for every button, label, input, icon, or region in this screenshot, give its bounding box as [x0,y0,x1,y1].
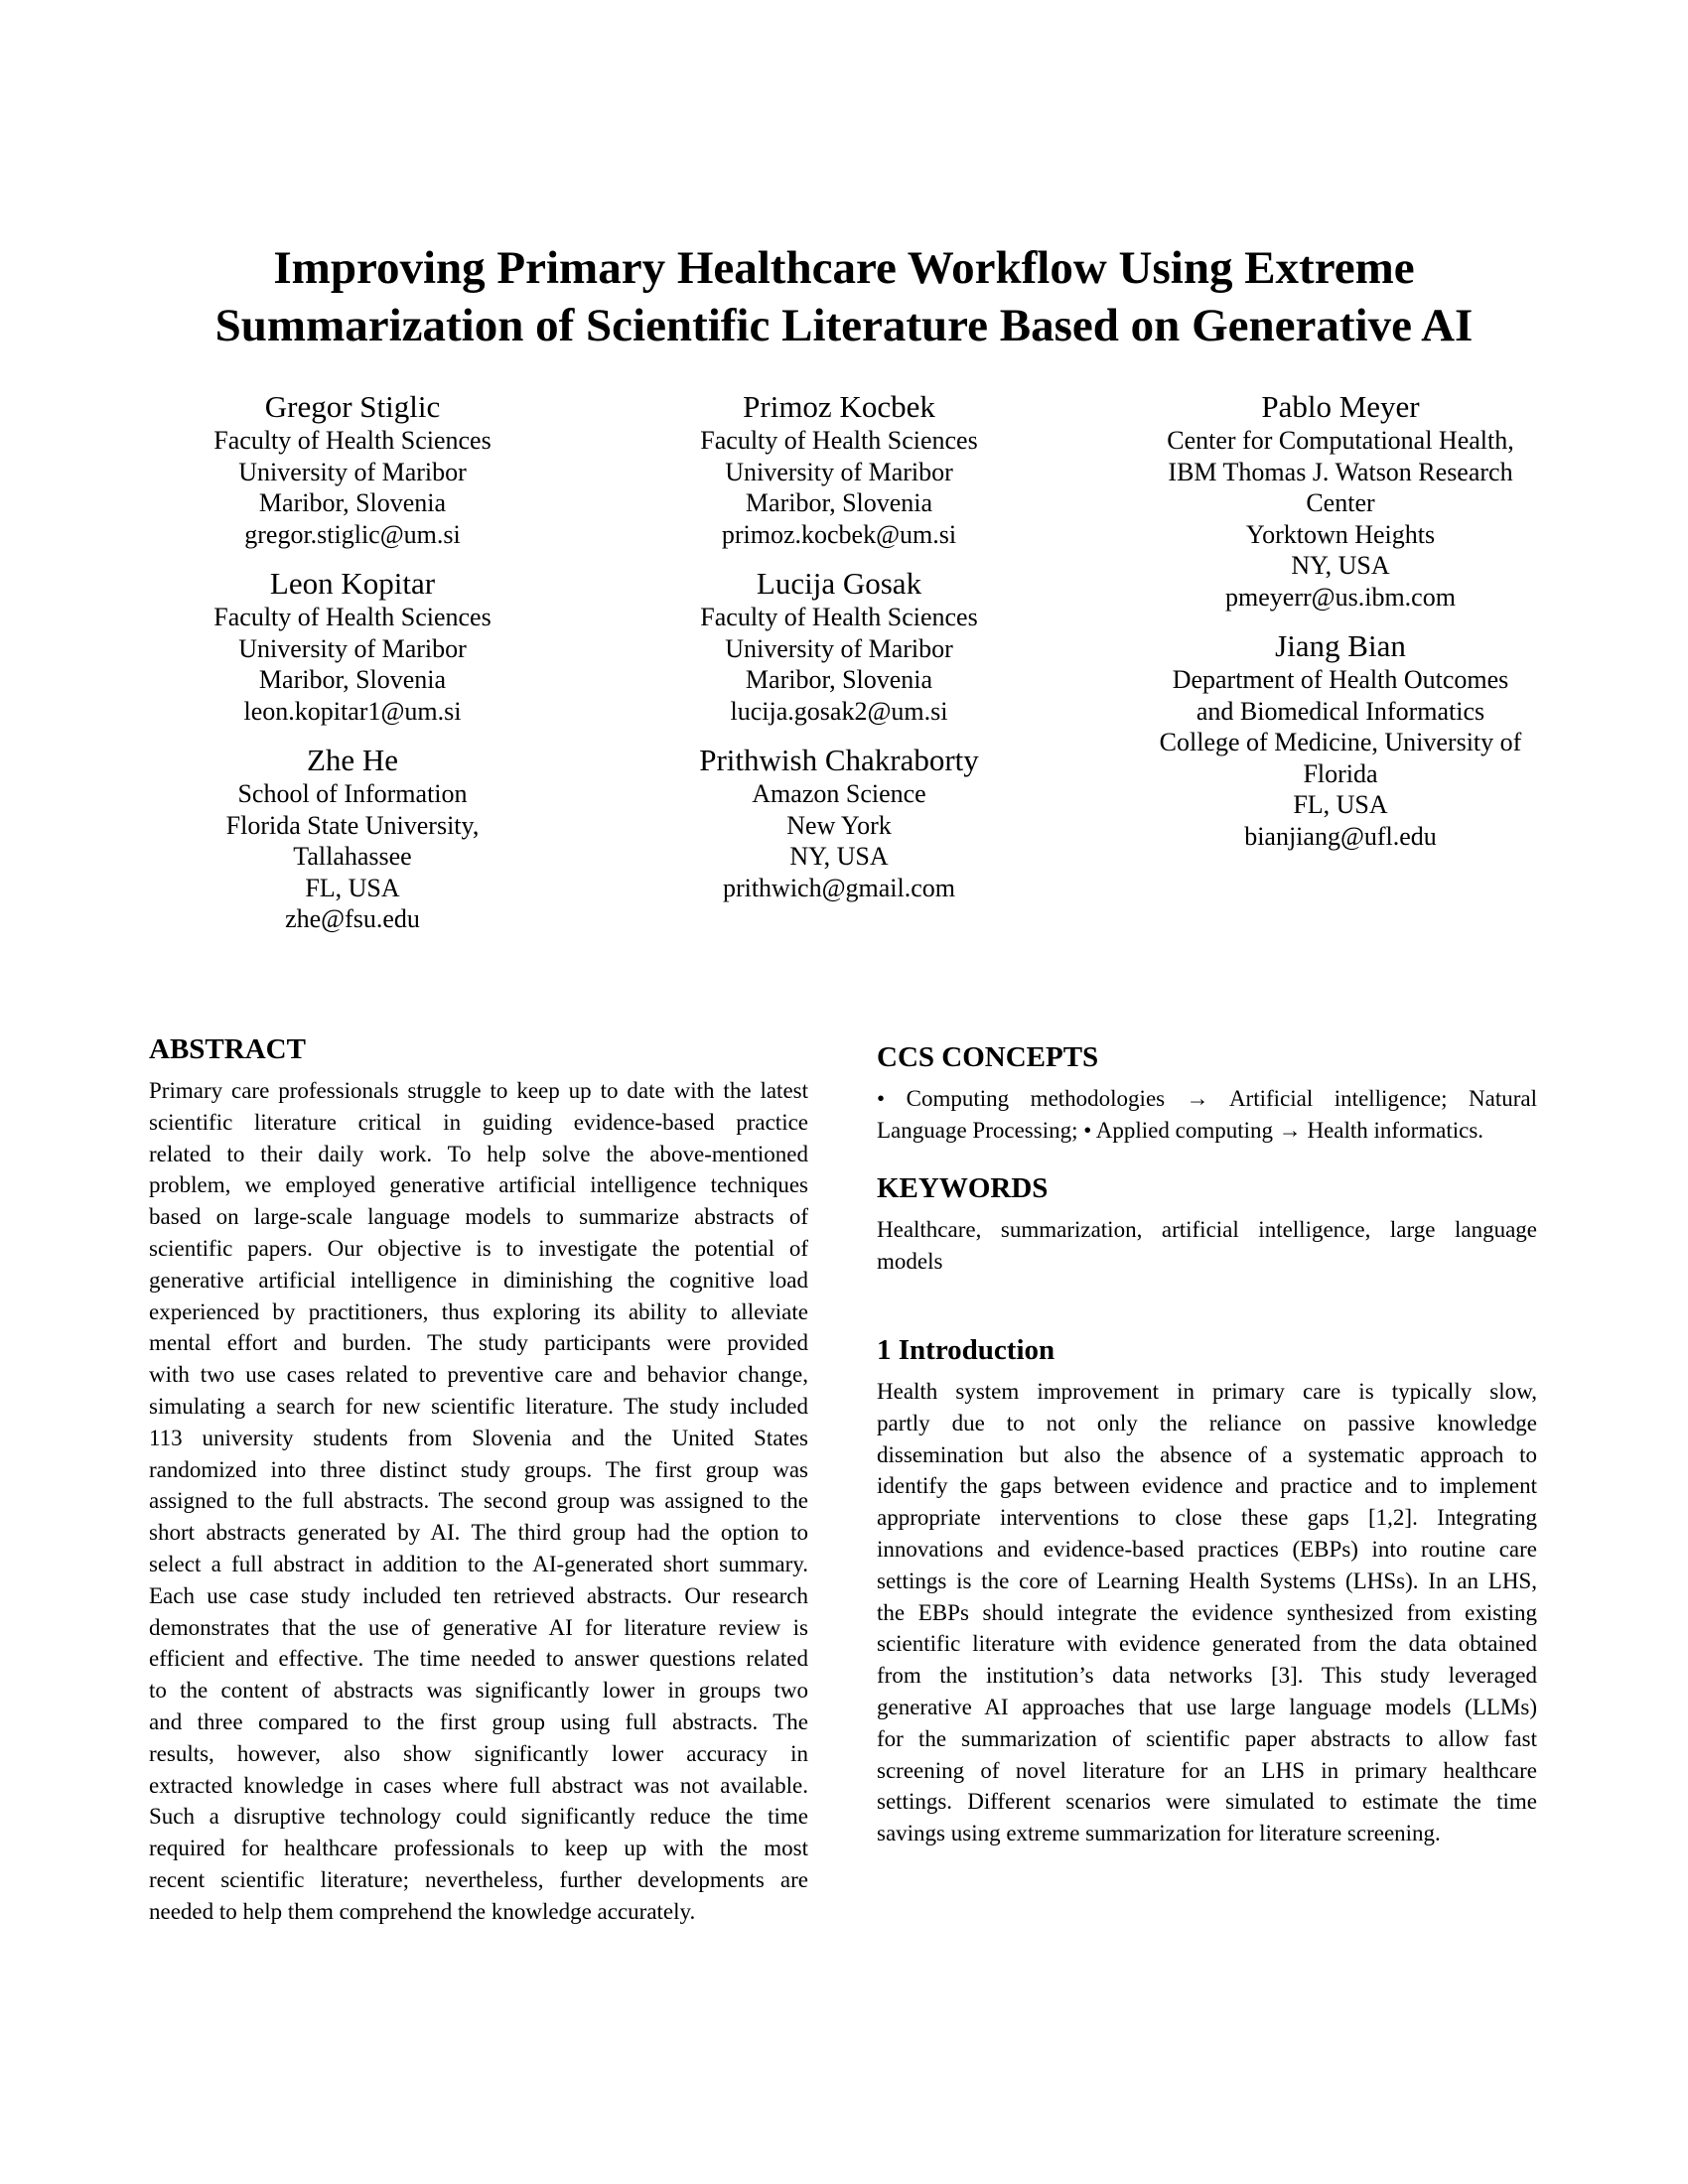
author-affiliation-line: Florida State University, [225,810,480,840]
text-line: generative AI approaches that use large language models (LLMs) [877,1694,1537,1719]
ccs-concepts-heading: CCS CONCEPTS [877,1041,1099,1073]
text-line: extracted knowledge in cases where full abstract was not available. [149,1772,808,1798]
author-affiliation-line: Faculty of Health Sciences [700,603,978,631]
author-name: Leon Kopitar [269,566,436,601]
author-affiliation-line: Maribor, Slovenia [258,488,447,517]
text-line: based on large-scale language models to summarize abstracts of [149,1204,808,1230]
author-affiliation-line: Maribor, Slovenia [745,488,933,517]
keywords-section [877,1171,1537,1278]
text-line: Such a disruptive technology could significantly reduce the time [149,1804,808,1830]
author-affiliation-line: Center for Computational Health, [1167,426,1514,455]
author-affiliation-line: Maribor, Slovenia [258,665,447,694]
author-block [1142,389,1539,613]
text-line: from the institution’s data networks [3]. This study leveraged [877,1663,1537,1689]
abstract-section [149,1032,808,1928]
text-line: innovations and evidence-based practices (EBPs) into routine care [877,1536,1537,1562]
text-line: needed to help them comprehend the knowledge accurately. [149,1898,696,1924]
title-line-1: Improving Primary Healthcare Workflow Using Extreme [273,242,1415,295]
text-line: results, however, also show significantly lower accuracy in [149,1740,808,1766]
text-line: Language Processing; • Applied computing → Health informatics. [877,1117,1484,1143]
text-line: select a full abstract in addition to the AI-generated short summary. [149,1551,808,1576]
author-affiliation-line: NY, USA [789,842,889,871]
author-name: Lucija Gosak [756,566,922,601]
text-line: and three compared to the first group using full abstracts. The [149,1708,808,1734]
author-name: Prithwish Chakraborty [699,743,979,777]
text-line: experienced by practitioners, thus exploring its ability to alleviate [149,1298,808,1324]
author-block [665,389,1013,550]
author-affiliation-line: Department of Health Outcomes [1172,665,1509,694]
author-affiliation-line: primoz.kocbek@um.si [721,519,957,549]
author-affiliation-line: University of Maribor [238,457,467,486]
author-column-3 [1142,389,1539,868]
text-line: problem, we employed generative artificial intelligence techniques [149,1172,808,1198]
abstract-heading: ABSTRACT [149,1033,306,1065]
introduction-body [877,1376,1537,1849]
author-affiliation-line: Tallahassee [293,842,412,871]
text-line: 113 university students from Slovenia and the United States [149,1425,808,1450]
author-block [1142,628,1539,852]
abstract-body [149,1075,808,1928]
author-affiliation-line: School of Information [237,779,468,808]
text-line: settings. Different scenarios were simulated to estimate the time [877,1789,1537,1815]
author-affiliation-line: New York [786,810,892,840]
author-affiliation-line: Faculty of Health Sciences [213,603,492,631]
author-block [179,389,526,550]
author-affiliation-line: Amazon Science [752,779,926,808]
text-line: demonstrates that the use of generative AI for literature review is [149,1614,808,1640]
text-line: randomized into three distinct study groups. The first group was [149,1456,808,1482]
text-line: identify the gaps between evidence and practice and to implement [877,1473,1537,1499]
text-line: with two use cases related to preventive care and behavior change, [149,1362,808,1388]
text-line: to the content of abstracts was significantly lower in groups two [149,1678,808,1704]
author-block [179,566,526,727]
author-column-1 [179,389,526,951]
author-affiliation-line: prithwich@gmail.com [722,873,956,902]
author-affiliation-line: University of Maribor [725,457,953,486]
author-affiliation-line: University of Maribor [238,633,467,663]
text-line: efficient and effective. The time needed to answer questions related [149,1646,808,1672]
text-line: Primary care professionals struggle to keep up to date with the latest [149,1078,808,1103]
author-affiliation-line: Faculty of Health Sciences [213,426,492,455]
author-affiliation-line: Center [1306,488,1375,517]
text-line: screening of novel literature for an LHS in primary healthcare [877,1757,1537,1783]
author-affiliation-line: IBM Thomas J. Watson Research [1168,457,1513,486]
introduction-heading: 1 Introduction [877,1334,1055,1366]
author-name: Zhe He [306,743,399,777]
title-line-2: Summarization of Scientific Literature Based on Generative AI [214,300,1474,352]
text-line: models [877,1248,943,1274]
author-affiliation-line: University of Maribor [725,633,953,663]
author-affiliation-line: leon.kopitar1@um.si [243,696,462,726]
author-affiliation-line: FL, USA [305,873,400,902]
author-name: Pablo Meyer [1261,389,1420,424]
text-line: • Computing methodologies → Artificial intelligence; Natural [877,1086,1537,1111]
text-line: settings is the core of Learning Health Systems (LHSs). In an LHS, [877,1568,1537,1593]
author-affiliation-line: pmeyerr@us.ibm.com [1225,582,1456,612]
keywords-body [877,1214,1537,1278]
introduction-section [877,1333,1537,1849]
text-line: related to their daily work. To help solve the above-mentioned [149,1141,808,1166]
author-block [665,743,1013,903]
text-line: short abstracts generated by AI. The third group had the option to [149,1520,808,1546]
ccs-concepts-section [877,1040,1537,1147]
text-line: scientific literature with evidence generated from the data obtained [877,1631,1537,1657]
author-name: Jiang Bian [1275,628,1406,663]
text-line: partly due to not only the reliance on passive knowledge [877,1410,1537,1435]
author-block [179,743,526,935]
text-line: appropriate interventions to close these gaps [1,2]. Integrating [877,1505,1537,1531]
text-line: assigned to the full abstracts. The second group was assigned to the [149,1488,808,1514]
author-affiliation-line: bianjiang@ufl.edu [1244,821,1437,851]
text-line: required for healthcare professionals to keep up with the most [149,1836,808,1861]
text-line: Each use case study included ten retrieved abstracts. Our research [149,1582,808,1608]
text-line: dissemination but also the absence of a systematic approach to [877,1441,1537,1467]
author-affiliation-line: NY, USA [1291,551,1390,580]
author-block [665,566,1013,727]
author-affiliation-line: College of Medicine, University of [1159,728,1522,756]
ccs-concepts-body [877,1083,1537,1147]
text-line: simulating a search for new scientific literature. The study included [149,1393,808,1419]
keywords-heading: KEYWORDS [877,1172,1049,1204]
text-line: recent scientific literature; nevertheless, further developments are [149,1866,808,1892]
text-line: scientific papers. Our objective is to investigate the potential of [149,1235,808,1261]
author-column-2 [665,389,1013,919]
text-line: generative artificial intelligence in diminishing the cognitive load [149,1267,808,1293]
author-name: Gregor Stiglic [264,389,441,424]
paper-title [149,239,1539,354]
text-line: mental effort and burden. The study participants were provided [149,1330,808,1356]
text-line: Healthcare, summarization, artificial intelligence, large language [877,1217,1537,1242]
author-affiliation-line: and Biomedical Informatics [1196,696,1485,726]
author-affiliation-line: Florida [1303,758,1378,788]
author-affiliation-line: zhe@fsu.edu [285,904,420,933]
author-affiliation-line: lucija.gosak2@um.si [730,696,948,726]
text-line: scientific literature critical in guiding evidence-based practice [149,1109,808,1135]
text-line: the EBPs should integrate the evidence synthesized from existing [877,1599,1537,1625]
text-line: for the summarization of scientific paper abstracts to allow fast [877,1725,1537,1751]
author-affiliation-line: Yorktown Heights [1245,519,1436,549]
author-affiliation-line: Faculty of Health Sciences [700,426,978,455]
text-line: Health system improvement in primary care is typically slow, [877,1379,1537,1404]
author-affiliation-line: gregor.stiglic@um.si [244,519,461,549]
author-affiliation-line: Maribor, Slovenia [745,665,933,694]
author-affiliation-line: FL, USA [1293,790,1388,819]
author-name: Primoz Kocbek [743,389,935,424]
text-line: savings using extreme summarization for literature screening. [877,1821,1441,1846]
